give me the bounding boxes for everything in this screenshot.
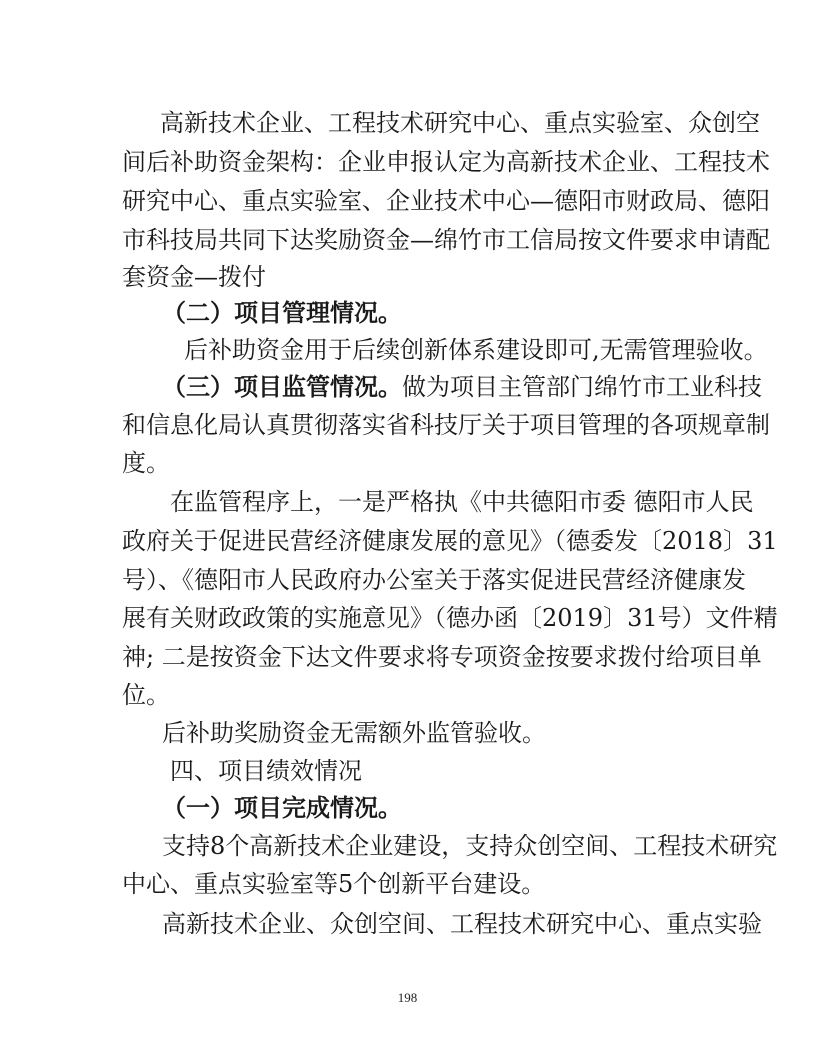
inline-heading: （三）项目监管情况。	[162, 373, 402, 401]
paragraph-line: 高新技术企业、众创空间、工程技术研究中心、重点实验	[162, 910, 762, 938]
paragraph-line: 高新技术企业、工程技术研究中心、重点实验室、众创空	[160, 109, 760, 137]
paragraph-line: 中心、重点实验室等5个创新平台建设。	[122, 870, 546, 898]
paragraph-line: 后补助奖励资金无需额外监管验收。	[162, 719, 546, 747]
paragraph-line: 展有关财政政策的实施意见》（德办函〔2019〕31号）文件精	[122, 604, 778, 632]
paragraph-line: 研究中心、重点实验室、企业技术中心—德阳市财政局、德阳	[122, 187, 770, 215]
paragraph-line: 市科技局共同下达奖励资金—绵竹市工信局按文件要求申请配	[122, 226, 770, 254]
paragraph-line	[162, 372, 762, 402]
section-heading: 四、项目绩效情况	[170, 757, 362, 785]
section-heading: （二）项目管理情况。	[162, 299, 402, 327]
paragraph-line: 号）、《德阳市人民政府办公室关于落实促进民营经济健康发	[122, 566, 746, 594]
paragraph-line: 神; 二是按资金下达文件要求将专项资金按要求拨付给项目单	[122, 643, 762, 671]
paragraph-line: 在监管程序上，一是严格执《中共德阳市委 德阳市人民	[170, 488, 754, 516]
paragraph-line: 间后补助资金架构：企业申报认定为高新技术企业、工程技术	[122, 148, 770, 176]
paragraph-line: 度。	[122, 449, 170, 477]
page-number: 198	[397, 990, 418, 1005]
paragraph-line: 政府关于促进民营经济健康发展的意见》（德委发〔2018〕31	[122, 527, 778, 555]
paragraph-line: 套资金—拨付	[122, 263, 266, 291]
paragraph-line: 后补助资金用于后续创新体系建设即可,无需管理验收。	[184, 336, 768, 364]
paragraph-line: 位。	[122, 681, 170, 709]
paragraph-line: 和信息化局认真贯彻落实省科技厅关于项目管理的各项规章制	[122, 411, 770, 439]
section-heading: （一）项目完成情况。	[162, 794, 402, 822]
inline-text: 做为项目主管部门绵竹市工业科技	[402, 373, 762, 401]
paragraph-line: 支持8个高新技术企业建设，支持众创空间、工程技术研究	[162, 832, 778, 860]
